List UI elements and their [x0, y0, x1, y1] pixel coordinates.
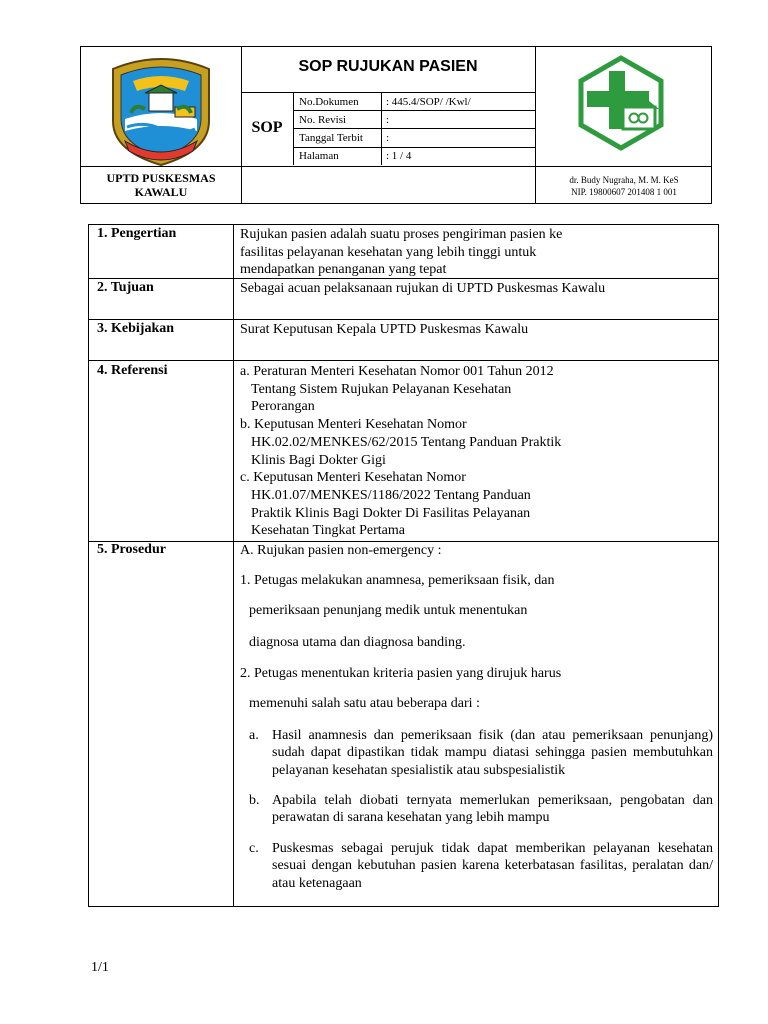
document-header [80, 46, 712, 204]
section-text-kebijakan: Surat Keputusan Kepala UPTD Puskesmas Kawalu [240, 322, 529, 337]
section-label-pengertian: 1. Pengertian [97, 226, 177, 241]
criteria-item-c [249, 840, 713, 892]
criteria-item-a [249, 727, 713, 779]
head-name: dr. Budy Nugraha, M. M. KeS [569, 175, 679, 185]
page-value: : 1 / 4 [386, 150, 412, 162]
criteria-item-b [249, 792, 713, 827]
head-signature-block [535, 174, 713, 198]
revision-value: : [386, 114, 390, 126]
section-label-referensi: 4. Referensi [97, 363, 168, 378]
procedure-step-2-line: 2. Petugas menentukan kriteria pasien yang dirujuk harus [240, 666, 562, 681]
section-text-pengertian [240, 226, 710, 279]
procedure-step-1-line: diagnosa utama dan diagnosa banding. [249, 635, 466, 650]
text-line: Rujukan pasien adalah suatu proses pengiriman pasien ke [240, 227, 563, 242]
reference-line: a. Peraturan Menteri Kesehatan Nomor 001 Tahun 2012 [240, 364, 554, 379]
revision-label: No. Revisi [299, 114, 347, 126]
page-number: 1/1 [91, 960, 109, 975]
text-line: fasilitas pelayanan kesehatan yang lebih tinggi untuk [240, 244, 537, 260]
section-text-referensi [240, 363, 710, 540]
sop-content-table [88, 224, 719, 907]
criteria-text: Apabila telah diobati ternyata memerlukan pemeriksaan, pengobatan dan perawatan di sarana kesehatan yang lebih mampu [272, 793, 713, 826]
reference-line: Praktik Klinis Bagi Dokter Di Fasilitas Pelayanan [251, 505, 531, 521]
reference-line: Tentang Sistem Rujukan Pelayanan Kesehatan [251, 381, 512, 397]
doc-number-label: No.Dokumen [299, 96, 359, 108]
table-column-divider [233, 225, 234, 906]
issue-date-value: : [386, 132, 390, 144]
table-row-divider [89, 360, 718, 361]
kota-tasikmalaya-crest-icon [105, 51, 217, 167]
criteria-text: Hasil anamnesis dan pemeriksaan fisik (dan atau pemeriksaan penunjang) sudah dapat dipastikan tidak mampu diatasi sehingga pasien membutuhkan pelayanan kesehatan spesialistik atau subspesialistik [272, 728, 713, 778]
doc-number-value: : 445.4/SOP/ /Kwl/ [386, 96, 471, 108]
criteria-marker: c. [249, 841, 259, 856]
procedure-step-1-line: pemeriksaan penunjang medik untuk menentukan [249, 603, 528, 618]
reference-line: Perorangan [251, 399, 315, 415]
criteria-marker: a. [249, 728, 259, 743]
reference-line: Kesehatan Tingkat Pertama [251, 523, 405, 539]
sop-title: SOP RUJUKAN PASIEN [298, 58, 478, 75]
procedure-heading: A. Rujukan pasien non-emergency : [240, 543, 442, 558]
section-label-tujuan: 2. Tujuan [97, 280, 154, 295]
sop-label: SOP [251, 119, 283, 136]
reference-line: HK.02.02/MENKES/62/2015 Tentang Panduan Praktik [251, 434, 562, 450]
reference-line: Klinis Bagi Dokter Gigi [251, 452, 386, 468]
health-center-line2: KAWALU [134, 185, 188, 199]
page-label: Halaman [299, 150, 339, 162]
section-text-tujuan: Sebagai acuan pelaksanaan rujukan di UPTD Puskesmas Kawalu [240, 281, 606, 296]
text-line: mendapatkan penanganan yang tepat [240, 262, 447, 278]
procedure-step-1-line: 1. Petugas melakukan anamnesa, pemeriksaan fisik, dan [240, 573, 555, 588]
head-nip: NIP. 19800607 201408 1 001 [571, 187, 677, 197]
reference-line: HK.01.07/MENKES/1186/2022 Tentang Panduan [251, 487, 531, 503]
health-center-name [81, 171, 241, 199]
section-label-kebijakan: 3. Kebijakan [97, 321, 175, 336]
reference-line: c. Keputusan Menteri Kesehatan Nomor [240, 470, 466, 486]
reference-line: b. Keputusan Menteri Kesehatan Nomor [240, 417, 467, 433]
puskesmas-hexagon-cross-icon [573, 55, 669, 151]
criteria-text: Puskesmas sebagai perujuk tidak dapat memberikan pelayanan kesehatan sesuai dengan kebutuhan pasien karena keterbatasan fasilitas, peralatan dan/ atau ketenagaan [272, 841, 713, 891]
issue-date-label: Tanggal Terbit [299, 132, 363, 144]
table-row-divider [89, 319, 718, 320]
procedure-step-2-line: memenuhi salah satu atau beberapa dari : [249, 696, 480, 711]
criteria-marker: b. [249, 793, 260, 808]
health-center-line1: UPTD PUSKESMAS [106, 171, 216, 185]
section-label-prosedur: 5. Prosedur [97, 542, 166, 557]
